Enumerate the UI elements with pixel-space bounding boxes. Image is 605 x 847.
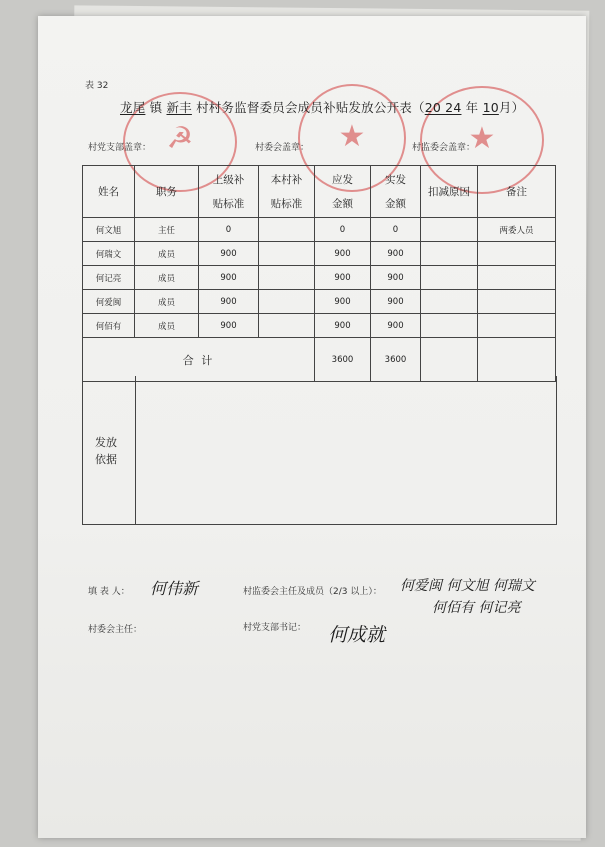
cell-payable: 900	[315, 266, 371, 290]
title-town: 龙尾	[120, 100, 146, 115]
header-village-standard-line2: 贴标准	[270, 197, 303, 210]
cell-village	[259, 314, 315, 338]
header-actual-line1: 实发	[385, 173, 406, 186]
cell-note	[478, 314, 556, 338]
cell-note: 两委人员	[478, 218, 556, 242]
cell-upper: 900	[199, 266, 259, 290]
cell-upper: 900	[199, 314, 259, 338]
cell-village	[259, 218, 315, 242]
cell-name: 何文旭	[83, 218, 135, 242]
cell-actual: 900	[371, 242, 421, 266]
header-actual-line2: 金额	[385, 197, 406, 210]
header-note: 备注	[478, 166, 556, 218]
filler-signature: 何伟新	[150, 579, 199, 598]
cell-deduct	[421, 290, 478, 314]
title-month: 10	[482, 100, 499, 115]
cell-role: 成员	[135, 266, 199, 290]
cell-actual: 900	[371, 266, 421, 290]
party-seal-label: 村党支部盖章：	[88, 143, 152, 153]
cell-village	[259, 290, 315, 314]
cell-deduct	[421, 218, 478, 242]
table-number: 表 32	[85, 81, 109, 91]
title-year: 20 24	[424, 100, 462, 115]
title-year-suffix: 年	[465, 100, 479, 115]
title-end: 月）	[498, 100, 525, 115]
supervision-seal: ★	[420, 86, 544, 194]
cell-role: 成员	[135, 242, 199, 266]
header-upper-standard	[199, 166, 259, 218]
total-actual: 3600	[371, 338, 421, 382]
party-seal: ☭	[123, 92, 237, 192]
committee-seal-label: 村委会盖章：	[255, 143, 310, 153]
cell-note	[478, 266, 556, 290]
header-row	[83, 166, 556, 218]
cell-role: 成员	[135, 314, 199, 338]
cell-note	[478, 242, 556, 266]
cell-actual: 900	[371, 314, 421, 338]
members-signature-line2: 何佰有 何记亮	[432, 600, 521, 616]
table-row	[83, 290, 556, 314]
basis-label-cell	[83, 376, 136, 524]
subsidy-table	[82, 165, 556, 382]
cell-payable: 900	[315, 242, 371, 266]
cell-upper: 900	[199, 290, 259, 314]
header-village-standard-line1: 本村补	[270, 173, 303, 186]
distribution-basis	[82, 376, 557, 525]
cell-upper: 0	[199, 218, 259, 242]
supervision-seal-label: 村监委会盖章：	[412, 143, 476, 153]
cell-payable: 0	[315, 218, 371, 242]
committee-head-label: 村委会主任：	[88, 625, 143, 635]
cell-note	[478, 338, 556, 382]
cell-name: 何记亮	[83, 266, 135, 290]
party-secretary-signature: 何成就	[328, 624, 386, 646]
table-row	[83, 242, 556, 266]
party-secretary-label: 村党支部书记：	[243, 623, 307, 633]
committee-seal: ★	[298, 84, 406, 192]
title-town-suffix: 镇	[149, 100, 163, 115]
cell-role: 主任	[135, 218, 199, 242]
header-payable-line1: 应发	[332, 173, 353, 186]
table-row	[83, 218, 556, 242]
cell-upper: 900	[199, 242, 259, 266]
cell-deduct	[421, 242, 478, 266]
table-row	[83, 314, 556, 338]
cell-deduct	[421, 338, 478, 382]
supervision-members-label: 村监委会主任及成员（2/3 以上）：	[243, 587, 382, 597]
title-main: 村村务监督委员会成员补贴发放公开表（	[196, 100, 425, 115]
cell-role: 成员	[135, 290, 199, 314]
cell-deduct	[421, 314, 478, 338]
total-payable: 3600	[315, 338, 371, 382]
header-deduct-reason: 扣减原因	[421, 166, 478, 218]
header-payable	[315, 166, 371, 218]
cell-name: 何瑞文	[83, 242, 135, 266]
total-label: 合 计	[83, 338, 315, 382]
cell-name: 何佰有	[83, 314, 135, 338]
cell-village	[259, 242, 315, 266]
header-village-standard	[259, 166, 315, 218]
members-signature-line1: 何爱闽 何文旭 何瑞文	[400, 578, 535, 594]
filler-label: 填 表 人：	[88, 587, 130, 597]
header-actual	[371, 166, 421, 218]
cell-payable: 900	[315, 290, 371, 314]
table-row	[83, 266, 556, 290]
header-role: 职务	[135, 166, 199, 218]
header-name: 姓名	[83, 166, 135, 218]
total-row	[83, 338, 556, 382]
title-village: 新丰	[166, 100, 192, 115]
cell-village	[259, 266, 315, 290]
page-title	[120, 98, 524, 116]
cell-actual: 0	[371, 218, 421, 242]
header-upper-standard-line1: 上级补	[212, 173, 245, 186]
cell-actual: 900	[371, 290, 421, 314]
basis-label: 发放依据	[95, 436, 117, 466]
cell-payable: 900	[315, 314, 371, 338]
cell-deduct	[421, 266, 478, 290]
cell-note	[478, 290, 556, 314]
header-payable-line2: 金额	[332, 197, 353, 210]
cell-name: 何爱闽	[83, 290, 135, 314]
header-upper-standard-line2: 贴标准	[212, 197, 245, 210]
